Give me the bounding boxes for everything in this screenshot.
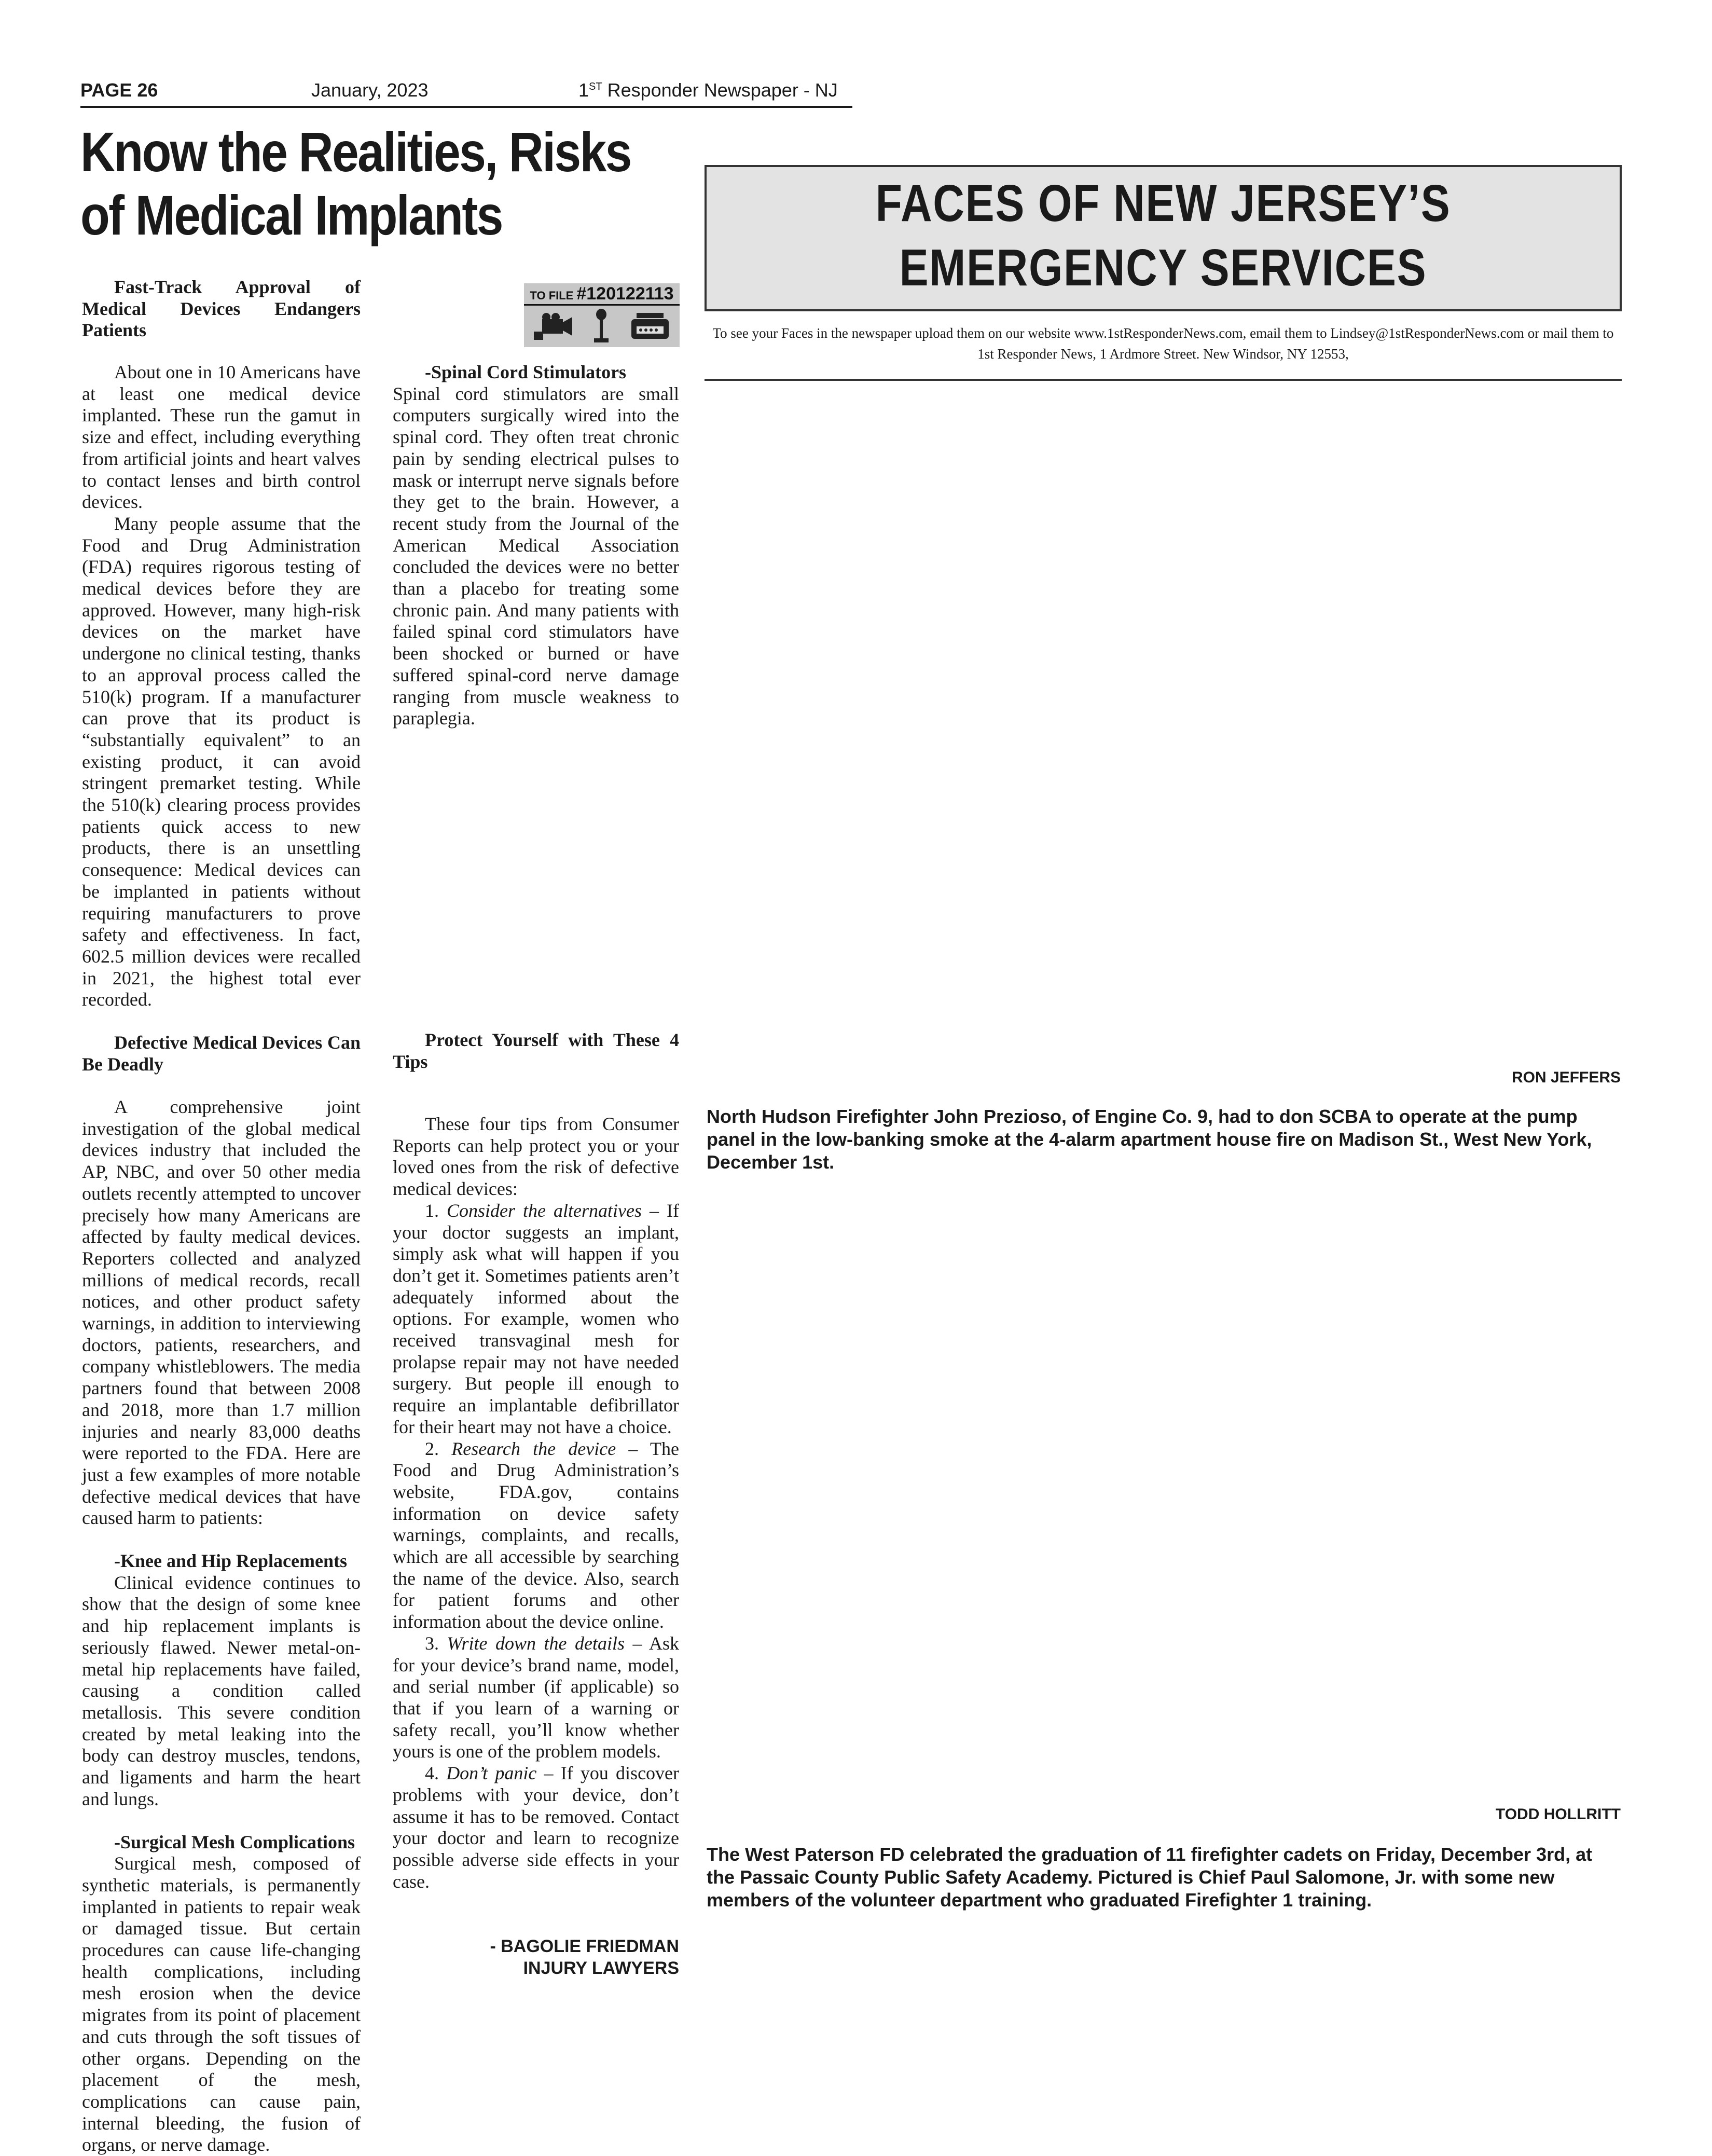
paragraph-5: Surgical mesh, composed of synthetic materials, is permanently implanted in patients to repair weak or damaged tissue. But certain procedures can cause life-changing health complications, including mesh erosion when the device migrates from its point of placement and cuts through the soft tissues of other organs. Depending on the placement of the mesh, complications can cause pain, internal bleeding, the fusion of organs, or nerve damage.	[82, 1853, 361, 2155]
paragraph-1: About one in 10 Americans have at least one medical device implanted. These run the gamut in size and effect, including everything from artificial joints and heart valves to contact lenses and birth control devices.	[82, 362, 361, 513]
tip-3-title: Write down the details	[447, 1632, 625, 1654]
file-badge-icons	[524, 306, 680, 347]
faces-title	[705, 171, 1622, 300]
typewriter-icon	[629, 311, 671, 342]
subhead-6: Protect Yourself with These 4 Tips	[393, 1029, 679, 1072]
subhead-1: Fast-Track Approval of Medical Devices Endangers Patients	[82, 277, 361, 341]
headline-line-2: of Medical Implants	[80, 184, 502, 246]
tip-2-body: The Food and Drug Administration’s website, FDA.gov, contains information on device safety warnings, complaints, and recalls, which are all accessible by searching the name of the device. Also, search for patient forums and other information about the device online.	[393, 1438, 679, 1632]
newspaper-name-superscript: ST	[589, 81, 602, 92]
faces-submission-note: To see your Faces in the newspaper upload them on our website www.1stResponderNews.com, email them to Lindsey@1stResponderNews.com or mail them to 1st Responder News, 1 Ardmore Street. New Windsor, NY 12553,	[712, 325, 1614, 362]
tip-1-title: Consider the alternatives	[447, 1200, 642, 1221]
subhead-2: Defective Medical Devices Can Be Deadly	[82, 1032, 361, 1075]
file-badge-prefix: TO FILE	[530, 289, 574, 302]
column-2-top	[393, 362, 679, 730]
subhead-4: -Surgical Mesh Complications	[114, 1831, 355, 1852]
tip-3-body: Ask for your device’s brand name, model, and serial number (if applicable) so that if you learn of a warning or safety recall, you’ll know whether yours is one of the problem models.	[393, 1632, 680, 1762]
header-rule	[80, 106, 852, 108]
subhead-protect	[393, 1029, 679, 1073]
article-byline	[393, 1935, 679, 1979]
subhead-5: -Spinal Cord Stimulators	[425, 362, 627, 382]
photo-1-credit: RON JEFFERS	[1511, 1069, 1621, 1086]
article-headline	[80, 120, 631, 247]
paragraph-3: A comprehensive joint investigation of the global medical devices industry that included the AP, NBC, and over 50 other media outlets recently attempted to uncover precisely how many Americans are affected by faulty medical devices. Reporters collected and analyzed millions of medical records, recall notices, and other product safety warnings, in addition to interviewing doctors, patients, researchers, and company whistleblowers. The media partners found that between 2008 and 2018, more than 1.7 million injuries and nearly 83,000 deaths were reported to the FDA. Here are just a few examples of more notable defective medical devices that have caused harm to patients:	[82, 1096, 361, 1529]
file-badge-label	[524, 283, 680, 306]
microphone-icon	[591, 308, 612, 345]
headline-line-1: Know the Realities, Risks	[80, 120, 631, 183]
tip-1-body: If your doctor suggests an implant, simply ask what will happen if you don’t get it. Sometimes patients aren’t adequately informed about the options. For example, women who received transvaginal mesh for prolapse repair may not have needed surgery. But people ill enough to require an implantable defibrillator for their heart may not have a choice.	[393, 1200, 680, 1437]
tip-1: 1. Consider the alternatives – If your doctor suggests an implant, simply ask what will happen if you don’t get it. Sometimes patients aren’t adequately informed about the options. For example, women who received transvaginal mesh for prolapse repair may not have needed surgery. But people ill enough to require an implantable defibrillator for their heart may not have a choice.	[393, 1200, 680, 1437]
photo-1-caption: North Hudson Firefighter John Prezioso, of Engine Co. 9, had to don SCBA to operate at the pump panel in the low-banking smoke at the 4-alarm apartment house fire on Madison St., West New York, December 1st.	[707, 1106, 1592, 1173]
faces-title-line-2: EMERGENCY SERVICES	[899, 239, 1427, 297]
column-1-bottom	[82, 1096, 361, 2156]
photo-2-caption: The West Paterson FD celebrated the graduation of 11 firefighter cadets on Friday, December 3rd, at the Passaic County Public Safety Academy. Pictured is Chief Paul Salomone, Jr. with some new members of the volunteer department who graduated Firefighter 1 training.	[707, 1844, 1593, 1911]
newspaper-name-prefix: 1	[578, 79, 589, 101]
faces-title-line-1: FACES OF NEW JERSEY’S	[875, 174, 1451, 232]
subhead-3: -Knee and Hip Replacements	[114, 1550, 347, 1572]
tip-3: 3. Write down the details – Ask for your device’s brand name, model, and serial number (if applicable) so that if you learn of a warning or safety recall, you’ll know whether yours is one of the problem models.	[393, 1632, 680, 1762]
subhead-defective	[82, 1032, 361, 1075]
page-number: PAGE 26	[80, 79, 158, 101]
newspaper-name-suffix: Responder Newspaper - NJ	[602, 79, 838, 101]
tip-4: 4. Don’t panic – If you discover problems with your device, don’t assume it has to be removed. Contact your doctor and learn to recognize possible adverse side effects in your case.	[393, 1763, 680, 1892]
tip-4-body: If you discover problems with your device, don’t assume it has to be removed. Contact your doctor and learn to recognize possible adverse side effects in your case.	[393, 1763, 680, 1892]
tip-4-title: Don’t panic	[446, 1763, 537, 1784]
column-2-bottom	[393, 1114, 679, 1892]
paragraph-7: These four tips from Consumer Reports can help protect you or your loved ones from the risk of defective medical devices:	[393, 1114, 679, 1200]
paragraph-6: Spinal cord stimulators are small computers surgically wired into the spinal cord. They often treat chronic pain by sending electrical pulses to mask or interrupt nerve signals before they get to the brain. However, a recent study from the Journal of the American Medical Association concluded the devices were no better than a placebo for treating some chronic pain. And many patients with failed spinal cord stimulators have been shocked or burned or have suffered spinal-cord nerve damage ranging from muscle weakness to paraplegia.	[393, 383, 679, 729]
faces-rule	[705, 379, 1622, 381]
file-badge-number: #120122113	[576, 284, 674, 304]
photo-2-credit: TODD HOLLRITT	[1495, 1806, 1621, 1823]
byline-line-2: INJURY LAWYERS	[523, 1958, 679, 1978]
column-1-top	[82, 362, 361, 1011]
tip-2: 2. Research the device – The Food and Drug Administration’s website, FDA.gov, contains information on device safety warnings, complaints, and recalls, which are all accessible by searching the name of the device. Also, search for patient forums and other information about the device online.	[393, 1438, 679, 1632]
video-camera-icon	[533, 311, 573, 342]
issue-date: January, 2023	[311, 79, 429, 101]
paragraph-4: Clinical evidence continues to show that the design of some knee and hip replacement implants is seriously flawed. Newer metal-on-metal hip replacements have failed, causing a condition called metallosis. This severe condition created by metal leaking into the body can destroy muscles, tendons, and ligaments and harm the heart and lungs.	[82, 1572, 361, 1809]
tip-2-title: Research the device	[451, 1438, 616, 1459]
newspaper-name	[578, 79, 838, 102]
paragraph-2: Many people assume that the Food and Drug Administration (FDA) requires rigorous testing of medical devices before they are approved. However, many high-risk devices on the market have undergone no clinical testing, thanks to an approval process called the 510(k) program. If a manufacturer can prove that its product is “substantially equivalent” to an existing product, it can avoid stringent premarket testing. While the 510(k) clearing process provides patients quick access to new products, there is an unsettling consequence: Medical devices can be implanted in patients without requiring manufacturers to prove safety and effectiveness. In fact, 602.5 million devices were recalled in 2021, the highest total ever recorded.	[82, 513, 361, 1010]
byline-line-1: - BAGOLIE FRIEDMAN	[490, 1937, 679, 1956]
subhead-fast-track	[82, 277, 361, 341]
file-badge	[524, 283, 680, 348]
